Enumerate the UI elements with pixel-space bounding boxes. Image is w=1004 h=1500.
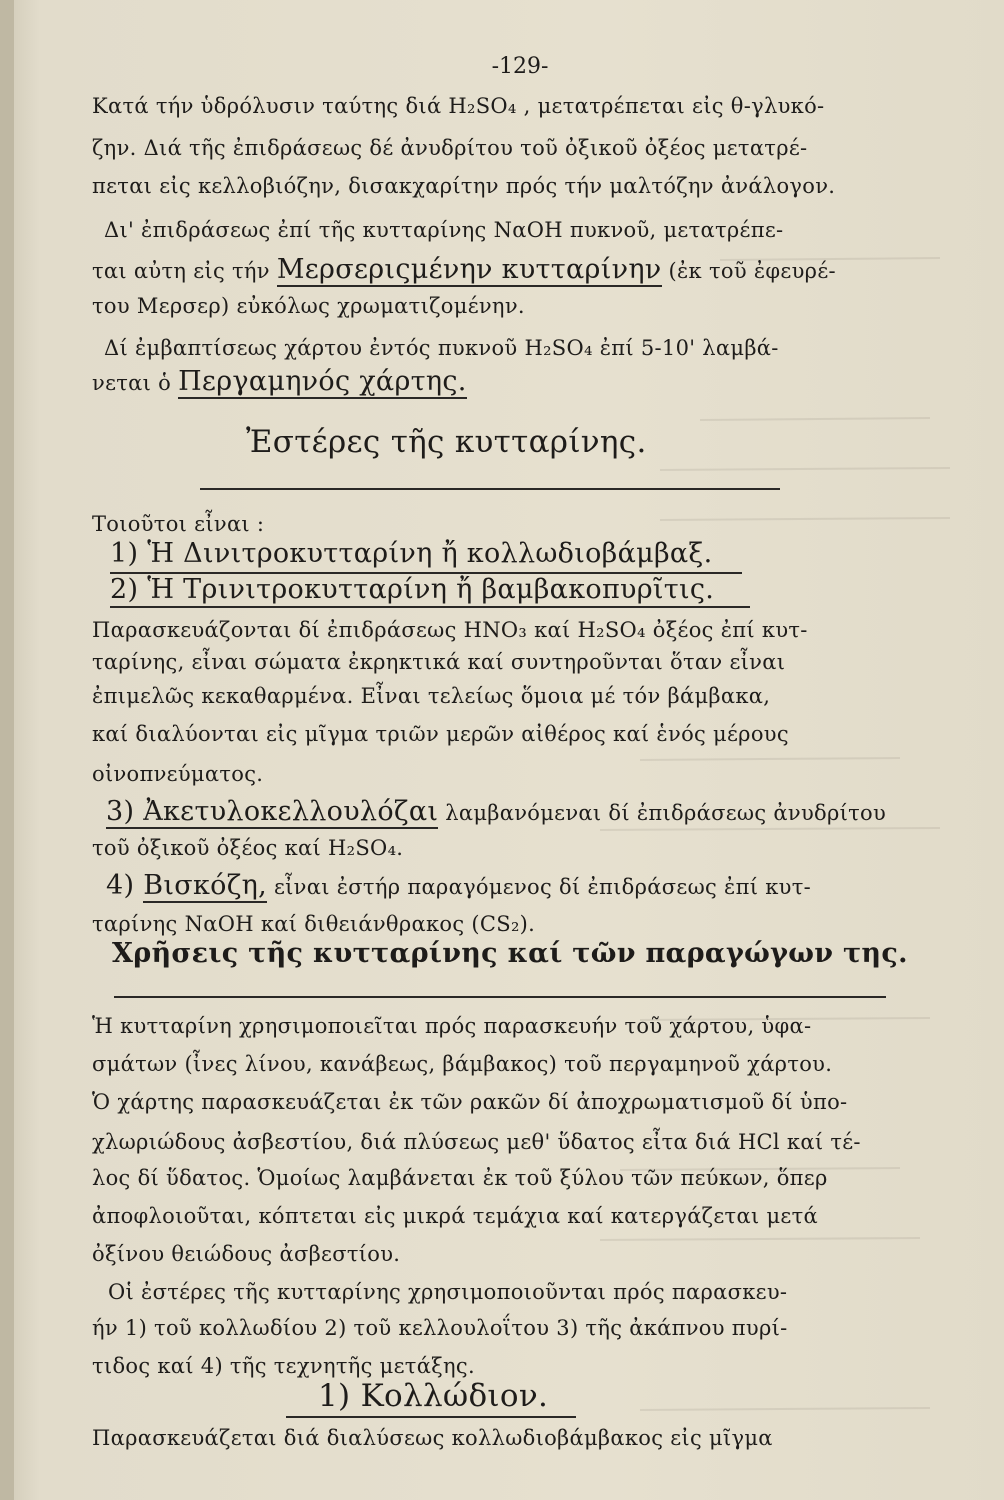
text-line: τιδος καί 4) τῆς τεχνητῆς μετάξης. bbox=[92, 1354, 475, 1378]
term-acetylcelluloses: 3) Ἀκετυλοκελλουλόζαι bbox=[106, 796, 439, 827]
list-item-trinitro: 2) Ἡ Τρινιτροκυτταρίνη ἤ βαμβακοπυρῖτις. bbox=[110, 574, 715, 605]
text-line: τοῦ ὀξικοῦ ὀξέος καί H₂SO₄. bbox=[92, 836, 404, 860]
term-parchment-paper: Περγαμηνός χάρτης. bbox=[178, 366, 467, 397]
text-line: λος δί ὕδατος. Ὁμοίως λαμβάνεται ἐκ τοῦ ξύλου τῶν πεύκων, ὅπερ bbox=[92, 1166, 828, 1190]
term-viscose: Βισκόζη, bbox=[143, 870, 267, 901]
text-line: χλωριώδους ἀσβεστίου, διά πλύσεως μεθ' ὕδατος εἶτα διά HCl καί τέ- bbox=[92, 1130, 861, 1154]
text-line: σμάτων (ἶνες λίνου, κανάβεως, βάμβακος) τοῦ περγαμηνοῦ χάρτου. bbox=[92, 1052, 833, 1076]
text-line: Οἱ ἐστέρες τῆς κυτταρίνης χρησιμοποιοῦνται πρός παρασκευ- bbox=[108, 1280, 788, 1304]
text-line: του Μερσερ) εὐκόλως χρωματιζομένην. bbox=[92, 294, 525, 318]
text-line: Ὁ χάρτης παρασκευάζεται ἐκ τῶν ρακῶν δί ἀποχρωματισμοῦ δί ὑπο- bbox=[92, 1090, 848, 1114]
text-line: ταρίνης ΝαΟΗ καί διθειάνθρακος (CS₂). bbox=[92, 912, 536, 936]
text-line bbox=[92, 256, 942, 285]
heading-underline bbox=[114, 996, 886, 998]
text-line: Τοιοῦτοι εἶναι : bbox=[92, 512, 265, 536]
text-line: ήν 1) τοῦ κολλωδίου 2) τοῦ κελλουλοΐτου 3) τῆς ἀκάπνου πυρί- bbox=[92, 1316, 788, 1340]
page-number: -129- bbox=[491, 54, 549, 79]
text-line: Παρασκευάζονται δί ἐπιδράσεως ΗΝΟ₃ καί H₂SO₄ ὀξέος ἐπί κυτ- bbox=[92, 618, 808, 642]
term-mercerized-cellulose: Μερσεριςμένην κυτταρίνην bbox=[276, 254, 662, 285]
heading-underline bbox=[286, 1416, 576, 1418]
text-span: λαμβανόμεναι δί ἐπιδράσεως ἀνυδρίτου bbox=[438, 801, 887, 825]
section-heading-collodion: 1) Κολλώδιον. bbox=[318, 1378, 549, 1414]
text-span: ται αὐτη εἰς τήν bbox=[92, 259, 277, 283]
text-span: 4) bbox=[106, 870, 144, 901]
text-line: Δί ἐμβαπτίσεως χάρτου ἐντός πυκνοῦ H₂SO₄ ἐπί 5-10' λαμβά- bbox=[104, 336, 779, 360]
text-line bbox=[106, 872, 956, 901]
section-heading-esters: Ἐστέρες τῆς κυτταρίνης. bbox=[246, 424, 647, 460]
list-item-dinitro: 1) Ἡ Δινιτροκυτταρίνη ἤ κολλωδιοβάμβαξ. bbox=[110, 538, 713, 569]
text-line bbox=[106, 798, 956, 827]
text-line: Ἡ κυτταρίνη χρησιμοποιεῖται πρός παρασκευήν τοῦ χάρτου, ὑφα- bbox=[92, 1014, 812, 1038]
text-line: πεται εἰς κελλοβιόζην, δισακχαρίτην πρός τήν μαλτόζην ἀνάλογον. bbox=[92, 174, 836, 198]
text-line: Παρασκευάζεται διά διαλύσεως κολλωδιοβάμβακος εἰς μῖγμα bbox=[92, 1426, 773, 1450]
text-line: ἐπιμελῶς κεκαθαρμένα. Εἶναι τελείως ὅμοια μέ τόν βάμβακα, bbox=[92, 684, 771, 708]
text-line: Δι' ἐπιδράσεως ἐπί τῆς κυτταρίνης ΝαΟΗ πυκνοῦ, μετατρέπε- bbox=[104, 218, 784, 242]
text-span: (ἐκ τοῦ ἐφευρέ- bbox=[661, 259, 836, 283]
text-line: καί διαλύονται εἰς μῖγμα τριῶν μερῶν αἰθέρος καί ἑνός μέρους bbox=[92, 722, 789, 746]
list-underline bbox=[110, 606, 750, 608]
text-line: ταρίνης, εἶναι σώματα ἐκρηκτικά καί συντηροῦνται ὅταν εἶναι bbox=[92, 650, 786, 674]
text-line: ζην. Διά τῆς ἐπιδράσεως δέ ἀνυδρίτου τοῦ ὀξικοῦ ὀξέος μετατρέ- bbox=[92, 136, 808, 160]
text-line bbox=[92, 368, 942, 397]
text-line: ὀξίνου θειώδους ἀσβεστίου. bbox=[92, 1242, 401, 1266]
text-line: οἰνοπνεύματος. bbox=[92, 762, 264, 786]
text-line: ἀποφλοιοῦται, κόπτεται εἰς μικρά τεμάχια καί κατεργάζεται μετά bbox=[92, 1204, 818, 1228]
text-span: νεται ὁ bbox=[92, 371, 179, 395]
section-heading-uses: Χρῆσεις τῆς κυτταρίνης καί τῶν παραγώγων της. bbox=[112, 938, 908, 969]
text-span: εἶναι ἐστήρ παραγόμενος δί ἐπιδράσεως ἐπί κυτ- bbox=[266, 875, 812, 899]
text-line: Κατά τήν ὑδρόλυσιν ταύτης διά H₂SO₄ , μετατρέπεται εἰς θ-γλυκό- bbox=[92, 94, 825, 118]
heading-underline bbox=[200, 488, 780, 490]
